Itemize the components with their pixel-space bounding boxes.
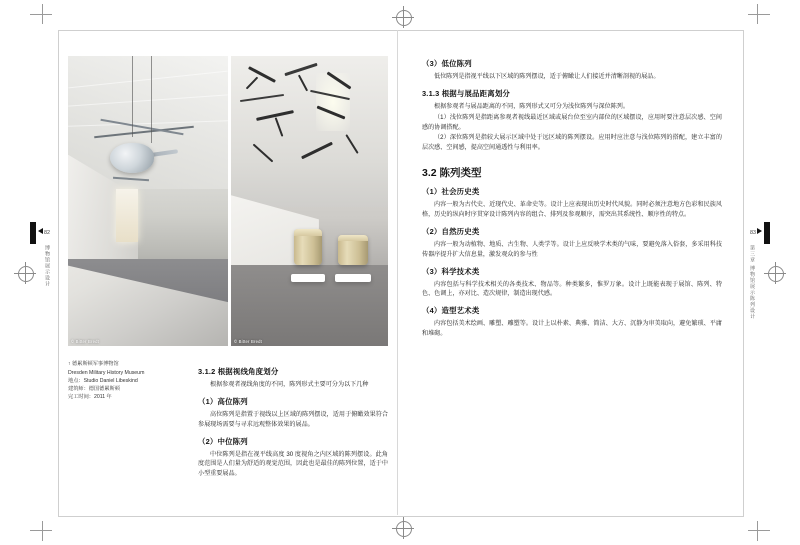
right-body-column: [422, 52, 722, 340]
registration-mark-top: [392, 6, 414, 28]
paragraph: 中位陈列是指在视平线高度 30 度视角之内区域的陈列摆设。此角度范围是人们量为舒适的观觉范围，因此也是最佳的陈列位置，适于中小型重要展品。: [198, 450, 388, 478]
pedestal-left: [291, 274, 325, 282]
paragraph: 内容包括与科学技术相关的各类技术、物品等。种类繁多，惟罗万象。设计上既能表现于展馆、陈列、特色、色调上，亦对比、造次规律，制造出现代感。: [422, 280, 722, 298]
pedestal-right: [335, 274, 371, 282]
left-body-column: [198, 360, 388, 480]
caption-designer: 地点：Studio Daniel Libeskind: [68, 377, 138, 384]
registration-mark-right: [764, 262, 786, 284]
helicopter-body: [110, 143, 154, 173]
crop-mark-tl-h: [30, 14, 52, 15]
registration-mark-bottom: [392, 517, 414, 539]
left-thumb-tab: [30, 222, 36, 244]
paragraph: 根据参观者视线角度的不同，陈列形式主要可分为以下几种: [210, 381, 369, 388]
crop-mark-bl-v: [42, 521, 43, 541]
up-arrow-icon: ↑: [68, 361, 71, 367]
paragraph: 低位陈列是指视平线以下区域的陈列摆设，适于俯瞰让人们接近并清晰剖视的展品。: [434, 73, 660, 80]
crop-mark-bl-h: [30, 530, 52, 531]
helicopter-gallery-photo: [68, 56, 228, 346]
photo-block: [68, 56, 388, 346]
left-tab-arrow-icon: [38, 228, 43, 234]
exhibit-drum-left: [294, 229, 322, 265]
crop-mark-br-h: [748, 530, 770, 531]
heading-type-3: （3）科学技术类: [422, 266, 480, 276]
paragraph: 内容包括美术绘画、雕塑、雕塑等。设计上以朴素、典雅、简洁、大方、沉静为审美取向，避免繁琐、平庸和堆砌。: [422, 320, 722, 338]
paragraph: 根据参观者与展品距离的不同，陈列形式又可分为浅位陈列与深位陈列。: [434, 102, 629, 110]
paragraph: 内容一般为古代史、近现代史、革命史等。设计上应表现出历史时代风貌。同时必须注意地方色彩和民族风格，历史的纵向时序贯穿设计陈列内容的组合、排列及参观顺序，需突出其系统性、顺序性的特点。: [422, 201, 722, 219]
crop-mark-br-v: [757, 521, 758, 541]
left-page: [58, 30, 397, 515]
heading-3-1-3: 3.1.3 根据与展品距离划分: [422, 88, 511, 98]
paragraph: （1）浅位陈列是指距离参观者视线最近区域或展台位至室内部位的区域摆设，应用时要注意层次感、空间感的协调搭配。: [422, 113, 722, 131]
heading-high-display: （1）高位陈列: [198, 396, 248, 406]
heading-low-display: （3）低位陈列: [422, 59, 472, 68]
heading-mid-display: （2）中位陈列: [198, 436, 248, 446]
caption-year: 完工时间：2011 年: [68, 393, 112, 400]
window-light: [116, 189, 138, 241]
right-tab-arrow-icon: [757, 228, 762, 234]
photo-credit: © Bitter Bredt: [71, 339, 99, 344]
page-number-left: 82: [44, 230, 50, 236]
caption-location: 建筑师：德国德累斯顿: [68, 385, 120, 392]
paragraph: （2）深位陈列是指较大展示区域中处于远区域的陈列摆设。应用时应注意与浅位陈列的搭配，建立丰富的层次感、空间感，提高空间通透性与利用率。: [422, 134, 722, 152]
heading-type-2: （2）自然历史类: [422, 226, 480, 236]
page-number-right: 83: [750, 230, 756, 236]
caption-title-cn: 德累斯顿军事博物馆: [71, 361, 119, 367]
heading-3-2: 3.2 陈列类型: [422, 167, 482, 180]
right-thumb-tab: [764, 222, 770, 244]
right-page: [398, 30, 742, 515]
crop-mark-tr-v: [757, 4, 758, 24]
exhibit-drum-right: [338, 235, 368, 265]
heading-type-1: （1）社会历史类: [422, 187, 480, 197]
paragraph: 高位陈列是指置于视线以上区域的陈列摆设，适用于俯瞰效果符合参展现场需要与寻求远观整体效果的展品。: [198, 410, 388, 428]
paragraph: 内容一般为动植物、地质、古生物、人类学等。设计上应反映学术类的气味，要避免落入俗套，多采用科技传器序提升扩大信息量，激发观众的参与性: [422, 240, 722, 258]
aircraft-display-photo: [231, 56, 388, 346]
crop-mark-tr-h: [748, 14, 770, 15]
photo-credit: © Bitter Bredt: [234, 339, 262, 344]
heading-type-4: （4）造型艺术类: [422, 306, 480, 316]
crop-mark-tl-v: [42, 4, 43, 24]
heading-3-1-2: 3.1.2 根据视线角度划分: [198, 367, 279, 376]
running-head-left: 博物馆展示设计: [44, 245, 50, 287]
running-head-right: 第三章 博物馆展示陈列设计: [749, 245, 755, 320]
registration-mark-left: [14, 262, 36, 284]
caption-title-en: Dresden Military History Museum: [68, 369, 145, 376]
